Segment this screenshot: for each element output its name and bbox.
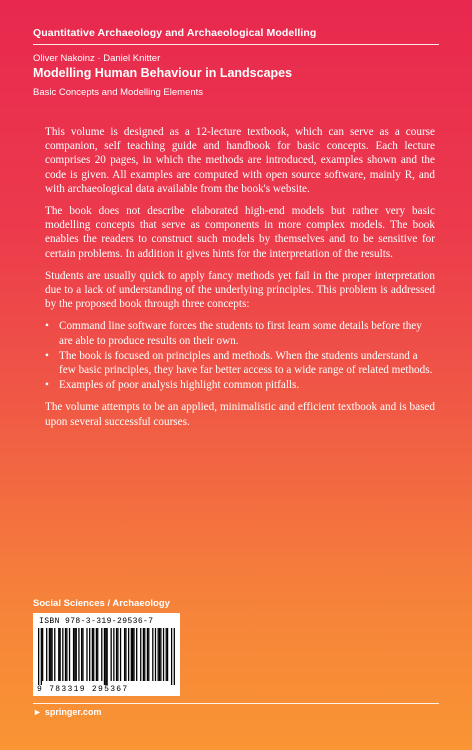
barcode-bar — [140, 628, 141, 681]
barcode-bar — [117, 628, 118, 681]
barcode-bar — [125, 628, 126, 681]
barcode-bar — [166, 628, 167, 681]
book-title: Modelling Human Behaviour in Landscapes — [33, 66, 293, 80]
barcode-bar — [86, 628, 87, 681]
barcode-bar — [174, 628, 175, 685]
barcode-bar — [159, 628, 160, 681]
barcode-bar — [38, 628, 39, 685]
barcode-bar — [41, 628, 42, 685]
list-item: • The book is focused on principles and methods. When the students understand a few basic principles, they have far better access to a wide range of related methods. — [45, 349, 433, 377]
list-item: • Command line software forces the students to first learn some details before they are able to produce results on their own. — [45, 320, 422, 347]
barcode-bar — [50, 628, 51, 681]
barcode-bar — [128, 628, 129, 681]
barcode-bar — [160, 628, 161, 681]
barcode-bar — [78, 628, 79, 681]
barcode-bar — [96, 628, 97, 681]
blurb-paragraph-1: This volume is designed as a 12-lecture textbook, which can serve as a course companion, self teaching guide and handbook for basic concepts. Each lecture comprises 20 pages, in which the methods are introduced, examples shown and the code is given. All examples are computed with open source software, mainly R, and with archaeological data available from the book's website. — [45, 126, 435, 195]
barcode-bar — [124, 628, 125, 681]
barcode-bar — [113, 628, 114, 681]
barcode-bar — [76, 628, 77, 681]
barcode-icon — [38, 628, 175, 685]
barcode-bar — [147, 628, 148, 681]
bullet-icon: • — [45, 379, 49, 392]
blurb-paragraph-2: The book does not describe elaborated high-end models but rather very basic modelling concepts that serve as components in more complex models. The book enables the readers to construct such models by themselves and to be sensitive for certain problems. In addition it gives hints for the interpretation of the results. — [45, 205, 435, 260]
barcode-bar — [171, 628, 172, 685]
blurb-paragraph-3: Students are usually quick to apply fancy methods yet fail in the proper interpretation due to a lack of understanding of the underlying principles. This problem is addressed by the proposed book through three concepts: — [45, 269, 435, 311]
barcode-bar — [132, 628, 133, 681]
header-divider — [33, 44, 439, 45]
bullet-icon: • — [45, 320, 49, 333]
barcode-bar — [120, 628, 121, 681]
barcode-bar — [54, 628, 55, 681]
barcode-bar — [82, 628, 83, 681]
barcode-bar — [46, 628, 47, 681]
barcode-bar — [105, 628, 106, 685]
concept-list — [45, 319, 435, 392]
barcode-bar — [65, 628, 66, 681]
barcode-bar — [144, 628, 145, 681]
barcode-bar — [62, 628, 63, 681]
barcode-bar — [136, 628, 137, 681]
publisher-label: springer.com — [44, 707, 102, 717]
arrow-icon: ► — [33, 707, 42, 717]
barcode-bar — [101, 628, 102, 681]
barcode-bar — [107, 628, 108, 685]
barcode-bar — [155, 628, 156, 681]
barcode-bar — [131, 628, 132, 681]
footer-divider — [33, 703, 439, 704]
barcode-bar — [49, 628, 50, 681]
barcode-bar — [152, 628, 153, 681]
list-item: • Examples of poor analysis highlight common pitfalls. — [45, 379, 300, 392]
barcode-bar — [93, 628, 94, 681]
isbn-number: ISBN 978-3-319-29536-7 — [39, 617, 154, 626]
barcode-bar — [163, 628, 164, 681]
barcode-bar — [92, 628, 93, 681]
barcode-bar — [59, 628, 60, 681]
barcode-bar — [133, 628, 134, 681]
barcode-bar — [97, 628, 98, 681]
barcode-bar — [104, 628, 105, 685]
barcode-bar — [111, 628, 112, 681]
barcode-bar — [158, 628, 159, 681]
barcode-bar — [89, 628, 90, 681]
authors: Oliver Nakoinz · Daniel Knitter — [33, 53, 161, 64]
ean-digits: 9 783319 295367 — [37, 685, 129, 694]
barcode-bar — [74, 628, 75, 681]
barcode — [33, 613, 180, 696]
book-subtitle: Basic Concepts and Modelling Elements — [33, 87, 204, 98]
bullet-icon: • — [45, 349, 49, 362]
subject-category: Social Sciences / Archaeology — [33, 598, 170, 609]
series-title: Quantitative Archaeology and Archaeological Modelling — [33, 27, 317, 39]
barcode-bar — [81, 628, 82, 681]
barcode-bar — [58, 628, 59, 681]
barcode-bar — [167, 628, 168, 681]
barcode-bar — [66, 628, 67, 681]
barcode-bar — [148, 628, 149, 681]
barcode-bar — [116, 628, 117, 681]
blurb-paragraph-4: The volume attempts to be an applied, minimalistic and efficient textbook and is based upon several successful courses. — [45, 401, 435, 428]
barcode-bar — [51, 628, 52, 681]
barcode-bar — [143, 628, 144, 681]
barcode-bar — [69, 628, 70, 681]
blurb — [45, 125, 435, 437]
barcode-bar — [42, 628, 43, 681]
barcode-bar — [73, 628, 74, 681]
publisher-link[interactable] — [33, 707, 101, 717]
